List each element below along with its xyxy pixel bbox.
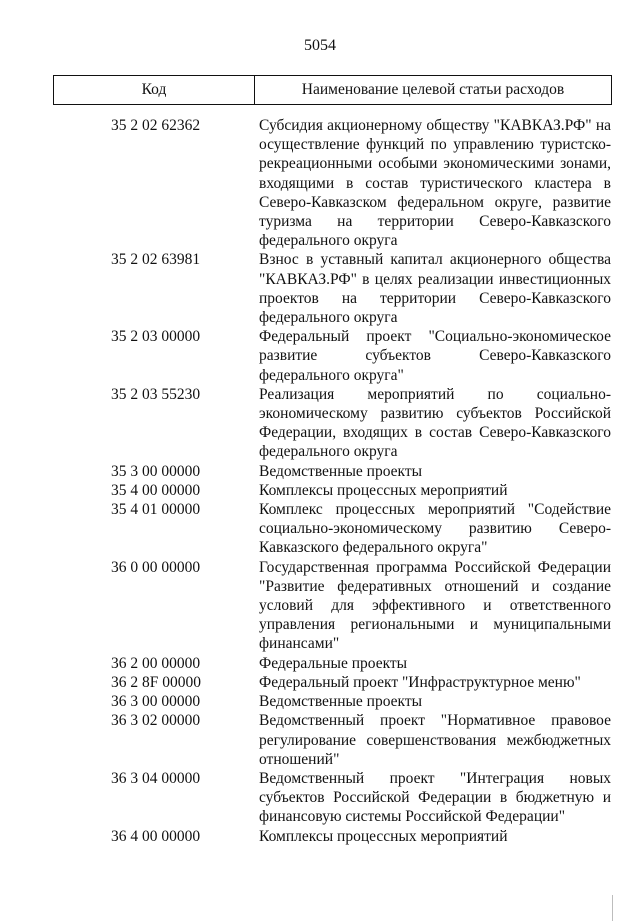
list-item [0, 692, 640, 711]
item-name: Ведомственный проект "Нормативное правовое регулирование совершенствования межбюджетных отношений" [259, 712, 611, 768]
item-code: 35 2 02 63981 [111, 251, 201, 269]
list-item [0, 673, 640, 692]
item-name: Федеральный проект "Социально-экономическое развитие субъектов Северо-Кавказского федерального округа" [259, 328, 611, 384]
item-code: 36 4 00 00000 [111, 827, 201, 845]
list-item [0, 250, 640, 327]
item-name: Ведомственные проекты [259, 462, 423, 480]
list-item [0, 827, 640, 846]
item-name: Субсидия акционерному обществу "КАВКАЗ.РФ" на осуществление функций по управлению туристско-рекреационными особыми экономическими зонами, входящими в состав туристического кластера в Северо-Кавказском федеральном округе, развитие туризма на территории Северо-Кавказского федерального округа [259, 117, 611, 250]
item-name: Федеральные проекты [259, 654, 408, 672]
list-item [0, 327, 640, 385]
list-item [0, 500, 640, 558]
header-code-column: Код [54, 76, 255, 104]
page-number: 5054 [304, 37, 336, 54]
header-name-column: Наименование целевой статьи расходов [301, 81, 565, 98]
item-code: 36 2 00 00000 [111, 654, 201, 672]
item-code: 36 0 00 00000 [111, 558, 201, 576]
item-code: 35 4 00 00000 [111, 481, 201, 499]
item-code: 35 2 03 00000 [111, 328, 201, 346]
list-item [0, 116, 640, 250]
item-name: Ведомственный проект "Интеграция новых субъектов Российской Федерации в бюджетную и финансовую системы Российской Федерации" [259, 769, 611, 826]
list-item [0, 462, 640, 481]
list-item [0, 481, 640, 500]
item-code: 36 3 04 00000 [111, 769, 201, 787]
item-code: 36 3 02 00000 [111, 712, 201, 730]
scan-edge-mark [612, 895, 613, 921]
item-code: 35 4 01 00000 [111, 501, 201, 519]
item-name: Комплексы процессных мероприятий [259, 481, 508, 499]
item-code: 35 2 02 62362 [111, 117, 201, 134]
list-item [0, 654, 640, 673]
item-name: Взнос в уставный капитал акционерного общества "КАВКАЗ.РФ" в целях реализации инвестиционных проектов на территории Северо-Кавказского федерального округа [259, 251, 611, 327]
item-code: 35 3 00 00000 [111, 462, 201, 480]
item-code: 36 3 00 00000 [111, 693, 201, 711]
table-header [53, 75, 612, 105]
item-code: 36 2 8F 00000 [111, 673, 201, 691]
list-item [0, 769, 640, 827]
list-item [0, 711, 640, 769]
item-name: Комплексы процессных мероприятий [259, 827, 508, 845]
list-item [0, 558, 640, 654]
item-code: 35 2 03 55230 [111, 385, 201, 403]
budget-items-list [0, 116, 640, 846]
item-name: Комплекс процессных мероприятий "Содействие социально-экономическому развитию Северо-Кавказского федерального округа" [259, 501, 611, 557]
item-name: Федеральный проект "Инфраструктурное меню" [259, 673, 581, 691]
list-item [0, 385, 640, 462]
item-name: Государственная программа Российской Федерации "Развитие федеративных отношений и создание условий для эффективного и ответственного управления региональными и муниципальными финансами" [259, 558, 611, 653]
item-name: Ведомственные проекты [259, 693, 423, 711]
item-name: Реализация мероприятий по социально-экономическому развитию субъектов Российской Федерации, входящих в состав Северо-Кавказского федерального округа [259, 385, 611, 461]
